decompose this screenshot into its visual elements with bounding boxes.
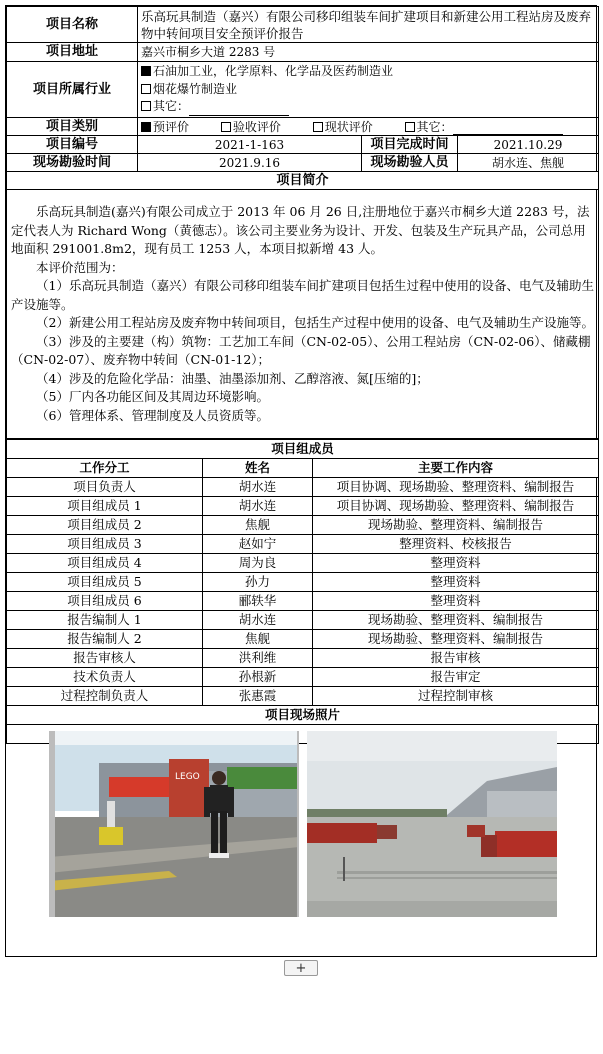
- team-title: 项目组成员: [7, 440, 599, 459]
- table-row: [7, 478, 599, 497]
- team-role: 项目组成员 2: [7, 516, 203, 535]
- team-member-name: 焦舰: [203, 516, 313, 535]
- intro-paragraph: （2）新建公用工程站房及废弃物中转间项目，包括生产过程中使用的设备、电气及辅助生产设施等。: [36, 315, 594, 330]
- name-label: 项目名称: [7, 7, 138, 43]
- team-work: 整理资料: [313, 592, 599, 611]
- checkbox[interactable]: [141, 101, 151, 111]
- photos-title: 项目现场照片: [7, 706, 599, 725]
- team-header-role: 工作分工: [7, 459, 203, 478]
- team-work: 整理资料: [313, 554, 599, 573]
- gate-sign-text: LEGO: [175, 772, 200, 782]
- table-row: [7, 535, 599, 554]
- team-work: 报告审核: [313, 649, 599, 668]
- industry-option[interactable]: 其它：: [141, 98, 595, 116]
- blank-line: [453, 122, 563, 135]
- team-role: 技术负责人: [7, 668, 203, 687]
- team-role: 报告编制人 2: [7, 630, 203, 649]
- team-member-name: 胡水连: [203, 611, 313, 630]
- add-row-button[interactable]: +: [284, 960, 318, 976]
- intro-paragraph: 本评价范围为：: [36, 259, 124, 275]
- checkbox-checked[interactable]: [141, 66, 151, 76]
- team-member-name: 赵如宁: [203, 535, 313, 554]
- team-header-name: 姓名: [203, 459, 313, 478]
- checkbox-checked[interactable]: [141, 122, 151, 132]
- survey-staff: 胡水连、焦舰: [458, 154, 599, 172]
- team-role: 报告编制人 1: [7, 611, 203, 630]
- table-row: [7, 516, 599, 535]
- project-number: 2021-1-163: [138, 136, 362, 154]
- table-row: [7, 592, 599, 611]
- industry-options: [138, 62, 599, 118]
- table-row: [7, 554, 599, 573]
- team-work: 项目协调、现场勘验、整理资料、编制报告: [313, 497, 599, 516]
- team-member-name: 张惠霞: [203, 687, 313, 706]
- table-row: [7, 573, 599, 592]
- type-option[interactable]: 验收评价: [221, 120, 281, 134]
- intro-paragraph: （5）厂内各功能区间及其周边环境影响。: [36, 389, 269, 404]
- industry-label: 项目所属行业: [7, 62, 138, 118]
- team-work: 现场勘验、整理资料、编制报告: [313, 611, 599, 630]
- info-table: [6, 6, 599, 439]
- team-member-name: 周为良: [203, 554, 313, 573]
- table-row: [7, 630, 599, 649]
- document-sheet: [5, 5, 597, 957]
- type-option[interactable]: 现状评价: [313, 120, 373, 134]
- team-work: 现场勘验、整理资料、编制报告: [313, 630, 599, 649]
- team-member-name: 焦舰: [203, 630, 313, 649]
- team-role: 过程控制负责人: [7, 687, 203, 706]
- team-role: 项目组成员 6: [7, 592, 203, 611]
- table-row: [7, 649, 599, 668]
- type-options: [138, 118, 599, 136]
- type-option[interactable]: 其它：: [405, 120, 563, 134]
- table-row: [7, 687, 599, 706]
- checkbox[interactable]: [221, 122, 231, 132]
- checkbox[interactable]: [313, 122, 323, 132]
- table-row: [7, 497, 599, 516]
- team-rows: [7, 478, 599, 706]
- team-role: 项目组成员 5: [7, 573, 203, 592]
- site-photo-yard: [307, 731, 557, 917]
- team-table: [6, 439, 599, 782]
- survey-staff-label: 现场勘验人员: [362, 154, 458, 172]
- type-label: 项目类别: [7, 118, 138, 136]
- team-work: 整理资料、校核报告: [313, 535, 599, 554]
- intro-title: 项目简介: [7, 172, 599, 190]
- complete-date: 2021.10.29: [458, 136, 599, 154]
- team-work: 过程控制审核: [313, 687, 599, 706]
- team-role: 项目组成员 3: [7, 535, 203, 554]
- team-work: 现场勘验、整理资料、编制报告: [313, 516, 599, 535]
- type-option[interactable]: 预评价: [141, 120, 189, 134]
- number-label: 项目编号: [7, 136, 138, 154]
- team-work: 项目协调、现场勘验、整理资料、编制报告: [313, 478, 599, 497]
- intro-paragraph: 乐高玩具制造(嘉兴)有限公司成立于 2013 年 06 月 26 日,注册地位于嘉兴市桐乡大道 2283 号，法定代表人为 Richard Wong（黄德志）。该公司主要业务为设计、开发、包装及生产玩具产品，公司总用地面积 291001.8m2，现有员工 1253 人，本项目拟新增 43 人。: [11, 204, 590, 256]
- team-member-name: 孙根新: [203, 668, 313, 687]
- team-work: 报告审定: [313, 668, 599, 687]
- team-member-name: 胡水连: [203, 478, 313, 497]
- blank-line: [189, 103, 289, 116]
- checkbox[interactable]: [141, 84, 151, 94]
- survey-time-label: 现场勘验时间: [7, 154, 138, 172]
- team-role: 项目组成员 4: [7, 554, 203, 573]
- checkbox[interactable]: [405, 122, 415, 132]
- team-member-name: 郦轶华: [203, 592, 313, 611]
- team-member-name: 洪利维: [203, 649, 313, 668]
- intro-body: [7, 190, 599, 439]
- team-role: 项目组成员 1: [7, 497, 203, 516]
- team-work: 整理资料: [313, 573, 599, 592]
- photos-cell: [7, 725, 599, 782]
- intro-paragraph: （1）乐高玩具制造（嘉兴）有限公司移印组装车间扩建项目包括生过程中使用的设备、电气及辅助生产设施等。: [11, 278, 594, 312]
- project-address: 嘉兴市桐乡大道 2283 号: [138, 43, 599, 62]
- intro-paragraph: （3）涉及的主要建（构）筑物：工艺加工车间（CN-02-05）、公用工程站房（CN-02-06）、储藏棚（CN-02-07）、废弃物中转间（CN-01-12）；: [11, 333, 591, 367]
- table-row: [7, 611, 599, 630]
- survey-time: 2021.9.16: [138, 154, 362, 172]
- address-label: 项目地址: [7, 43, 138, 62]
- team-member-name: 胡水连: [203, 497, 313, 516]
- industry-option[interactable]: 烟花爆竹制造业: [141, 81, 595, 99]
- intro-paragraph: （4）涉及的危险化学品：油墨、油墨添加剂、乙醇溶液、氮[压缩的]；: [36, 370, 429, 386]
- team-role: 项目负责人: [7, 478, 203, 497]
- project-name: 乐高玩具制造（嘉兴）有限公司移印组装车间扩建项目和新建公用工程站房及废弃物中转间项目安全预评价报告: [138, 7, 599, 43]
- site-photo-gate: [49, 731, 299, 917]
- team-role: 报告审核人: [7, 649, 203, 668]
- intro-paragraph: （6）管理体系、管理制度及人员资质等。: [36, 407, 269, 423]
- table-row: [7, 668, 599, 687]
- team-header-work: 主要工作内容: [313, 459, 599, 478]
- complete-label: 项目完成时间: [362, 136, 458, 154]
- industry-option[interactable]: 石油加工业，化学原料、化学品及医药制造业: [141, 63, 595, 81]
- team-member-name: 孙力: [203, 573, 313, 592]
